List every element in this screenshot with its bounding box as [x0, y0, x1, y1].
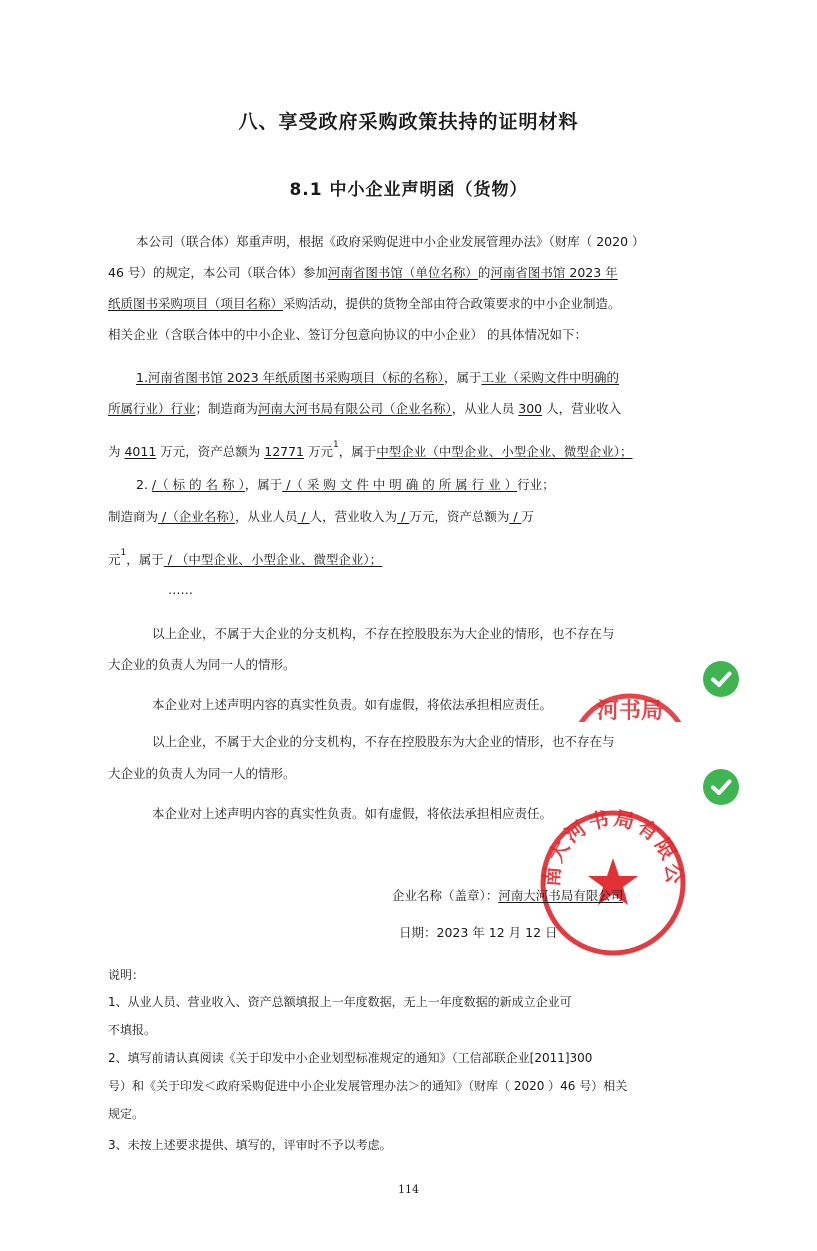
item-name: /（ 标 的 名 称 ） — [151, 477, 245, 492]
item1-line-3 — [108, 440, 633, 462]
page-title: 八、享受政府采购政策扶持的证明材料 — [238, 111, 579, 133]
declaration-line-2 — [108, 265, 618, 281]
signature-date: 日期：2023 年 12 月 12 日 — [399, 925, 558, 940]
text-segment: 人，营业收入为 — [309, 509, 398, 524]
statement-b-line-3: 本企业对上述声明内容的真实性负责。如有虚假，将依法承担相应责任。 — [152, 806, 553, 821]
employees: / — [297, 509, 310, 524]
check-icon — [703, 661, 739, 697]
total-assets: 12771 — [264, 444, 305, 459]
seal-text: 南大河书局有限公 — [539, 808, 687, 888]
text-segment: 46 号）的规定，本公司（联合体）参加 — [108, 265, 328, 280]
footnote-mark: 1 — [120, 548, 127, 558]
text-segment: 为 — [108, 444, 125, 459]
enterprise-type: / （中型企业、小型企业、微型企业）； — [163, 552, 383, 567]
text-segment: 万元，资产总额为 — [409, 509, 510, 524]
statement-a-line-2: 大企业的负责人为同一人的情形。 — [108, 657, 296, 672]
text-segment: 的 — [477, 265, 491, 280]
signature-label: 企业名称（盖章）： — [392, 888, 499, 903]
note-2-line-1: 2、填写前请认真阅读《关于印发中小企业划型标准规定的通知》（工信部联企业[2011]300 — [108, 1051, 593, 1065]
text-segment: ，从业人员 — [234, 509, 298, 524]
note-1-line-2: 不填报。 — [108, 1023, 157, 1037]
note-3: 3、未按上述要求提供、填写的，评审时不予以考虑。 — [108, 1138, 392, 1152]
text-segment: ，属于 — [126, 552, 164, 567]
note-2-line-3: 规定。 — [108, 1107, 145, 1121]
statement-a-line-1: 以上企业，不属于大企业的分支机构，不存在控股股东为大企业的情形，也不存在与 — [152, 626, 615, 641]
manufacturer: 河南大河书局有限公司（企业名称） — [258, 401, 452, 416]
industry: 工业（采购文件中明确的 — [481, 370, 619, 385]
text-segment: ，从业人员 — [451, 401, 519, 416]
total-assets: / — [509, 509, 522, 524]
item1-line-1 — [136, 370, 619, 386]
check-icon — [703, 769, 739, 805]
text-segment: 人，营业收入 — [542, 401, 622, 416]
text-segment: 2. — [136, 477, 152, 492]
text-segment: ，属于 — [244, 477, 283, 492]
text-segment: 万元 — [304, 444, 333, 459]
employees: 300 — [518, 401, 543, 416]
company-seal — [538, 808, 688, 958]
project-name: 纸质图书采购项目（项目名称） — [108, 296, 284, 311]
footnote-mark: 1 — [333, 440, 339, 450]
seal-fragment — [560, 682, 700, 722]
revenue: 4011 — [124, 444, 157, 459]
note-2-line-2: 号）和《关于印发＜政府采购促进中小企业发展管理办法＞的通知》（财库（ 2020 ）46 号）相关 — [108, 1079, 628, 1093]
text-segment: 万 — [521, 509, 535, 524]
item1-line-2 — [108, 401, 621, 417]
declaration-line-1: 本公司（联合体）郑重声明，根据《政府采购促进中小企业发展管理办法》（财库（ 2020 ） — [136, 234, 645, 249]
section-title: 8.1 中小企业声明函（货物） — [289, 180, 528, 200]
text-segment: ，属于 — [338, 444, 377, 459]
statement-b-line-2: 大企业的负责人为同一人的情形。 — [108, 766, 296, 781]
industry: /（ 采 购 文 件 中 明 确 的 所 属 行 业 ） — [282, 477, 518, 492]
item-name: 1.河南省图书馆 2023 年纸质图书采购项目（标的名称） — [136, 370, 444, 385]
manufacturer: /（企业名称） — [158, 509, 235, 524]
declaration-line-3 — [108, 296, 621, 312]
unit-name: 河南省图书馆（单位名称） — [327, 265, 478, 280]
svg-text:河书局: 河书局 — [596, 699, 664, 722]
item2-line-2 — [108, 509, 534, 525]
revenue: / — [397, 509, 410, 524]
ellipsis: …… — [168, 582, 193, 597]
industry-cont: 所属行业）行业 — [108, 401, 196, 416]
item2-line-1 — [136, 477, 555, 493]
text-segment: 行业； — [517, 477, 555, 492]
project-name-part: 河南省图书馆 2023 年 — [490, 265, 618, 280]
text-segment: 采购活动，提供的货物全部由符合政策要求的中小企业制造。 — [283, 296, 621, 311]
notes-title: 说明： — [108, 968, 145, 982]
statement-a-line-3: 本企业对上述声明内容的真实性负责。如有虚假，将依法承担相应责任。 — [152, 697, 553, 712]
page-number: 114 — [398, 1183, 419, 1196]
item2-line-3 — [108, 548, 383, 570]
text-segment: ；制造商为 — [195, 401, 259, 416]
text-segment: ，属于 — [443, 370, 482, 385]
signature-line — [392, 888, 623, 904]
text-segment: 万元，资产总额为 — [156, 444, 265, 459]
text-segment: 制造商为 — [108, 509, 159, 524]
enterprise-type: 中型企业（中型企业、小型企业、微型企业）； — [376, 444, 633, 459]
text-segment: 元 — [108, 552, 121, 567]
statement-b-line-1: 以上企业，不属于大企业的分支机构，不存在控股股东为大企业的情形，也不存在与 — [152, 734, 615, 749]
signature-company: 河南大河书局有限公司 — [498, 888, 624, 903]
note-1-line-1: 1、从业人员、营业收入、资产总额填报上一年度数据，无上一年度数据的新成立企业可 — [108, 995, 572, 1009]
declaration-line-4: 相关企业（含联合体中的中小企业、签订分包意向协议的中小企业） 的具体情况如下： — [108, 327, 587, 342]
